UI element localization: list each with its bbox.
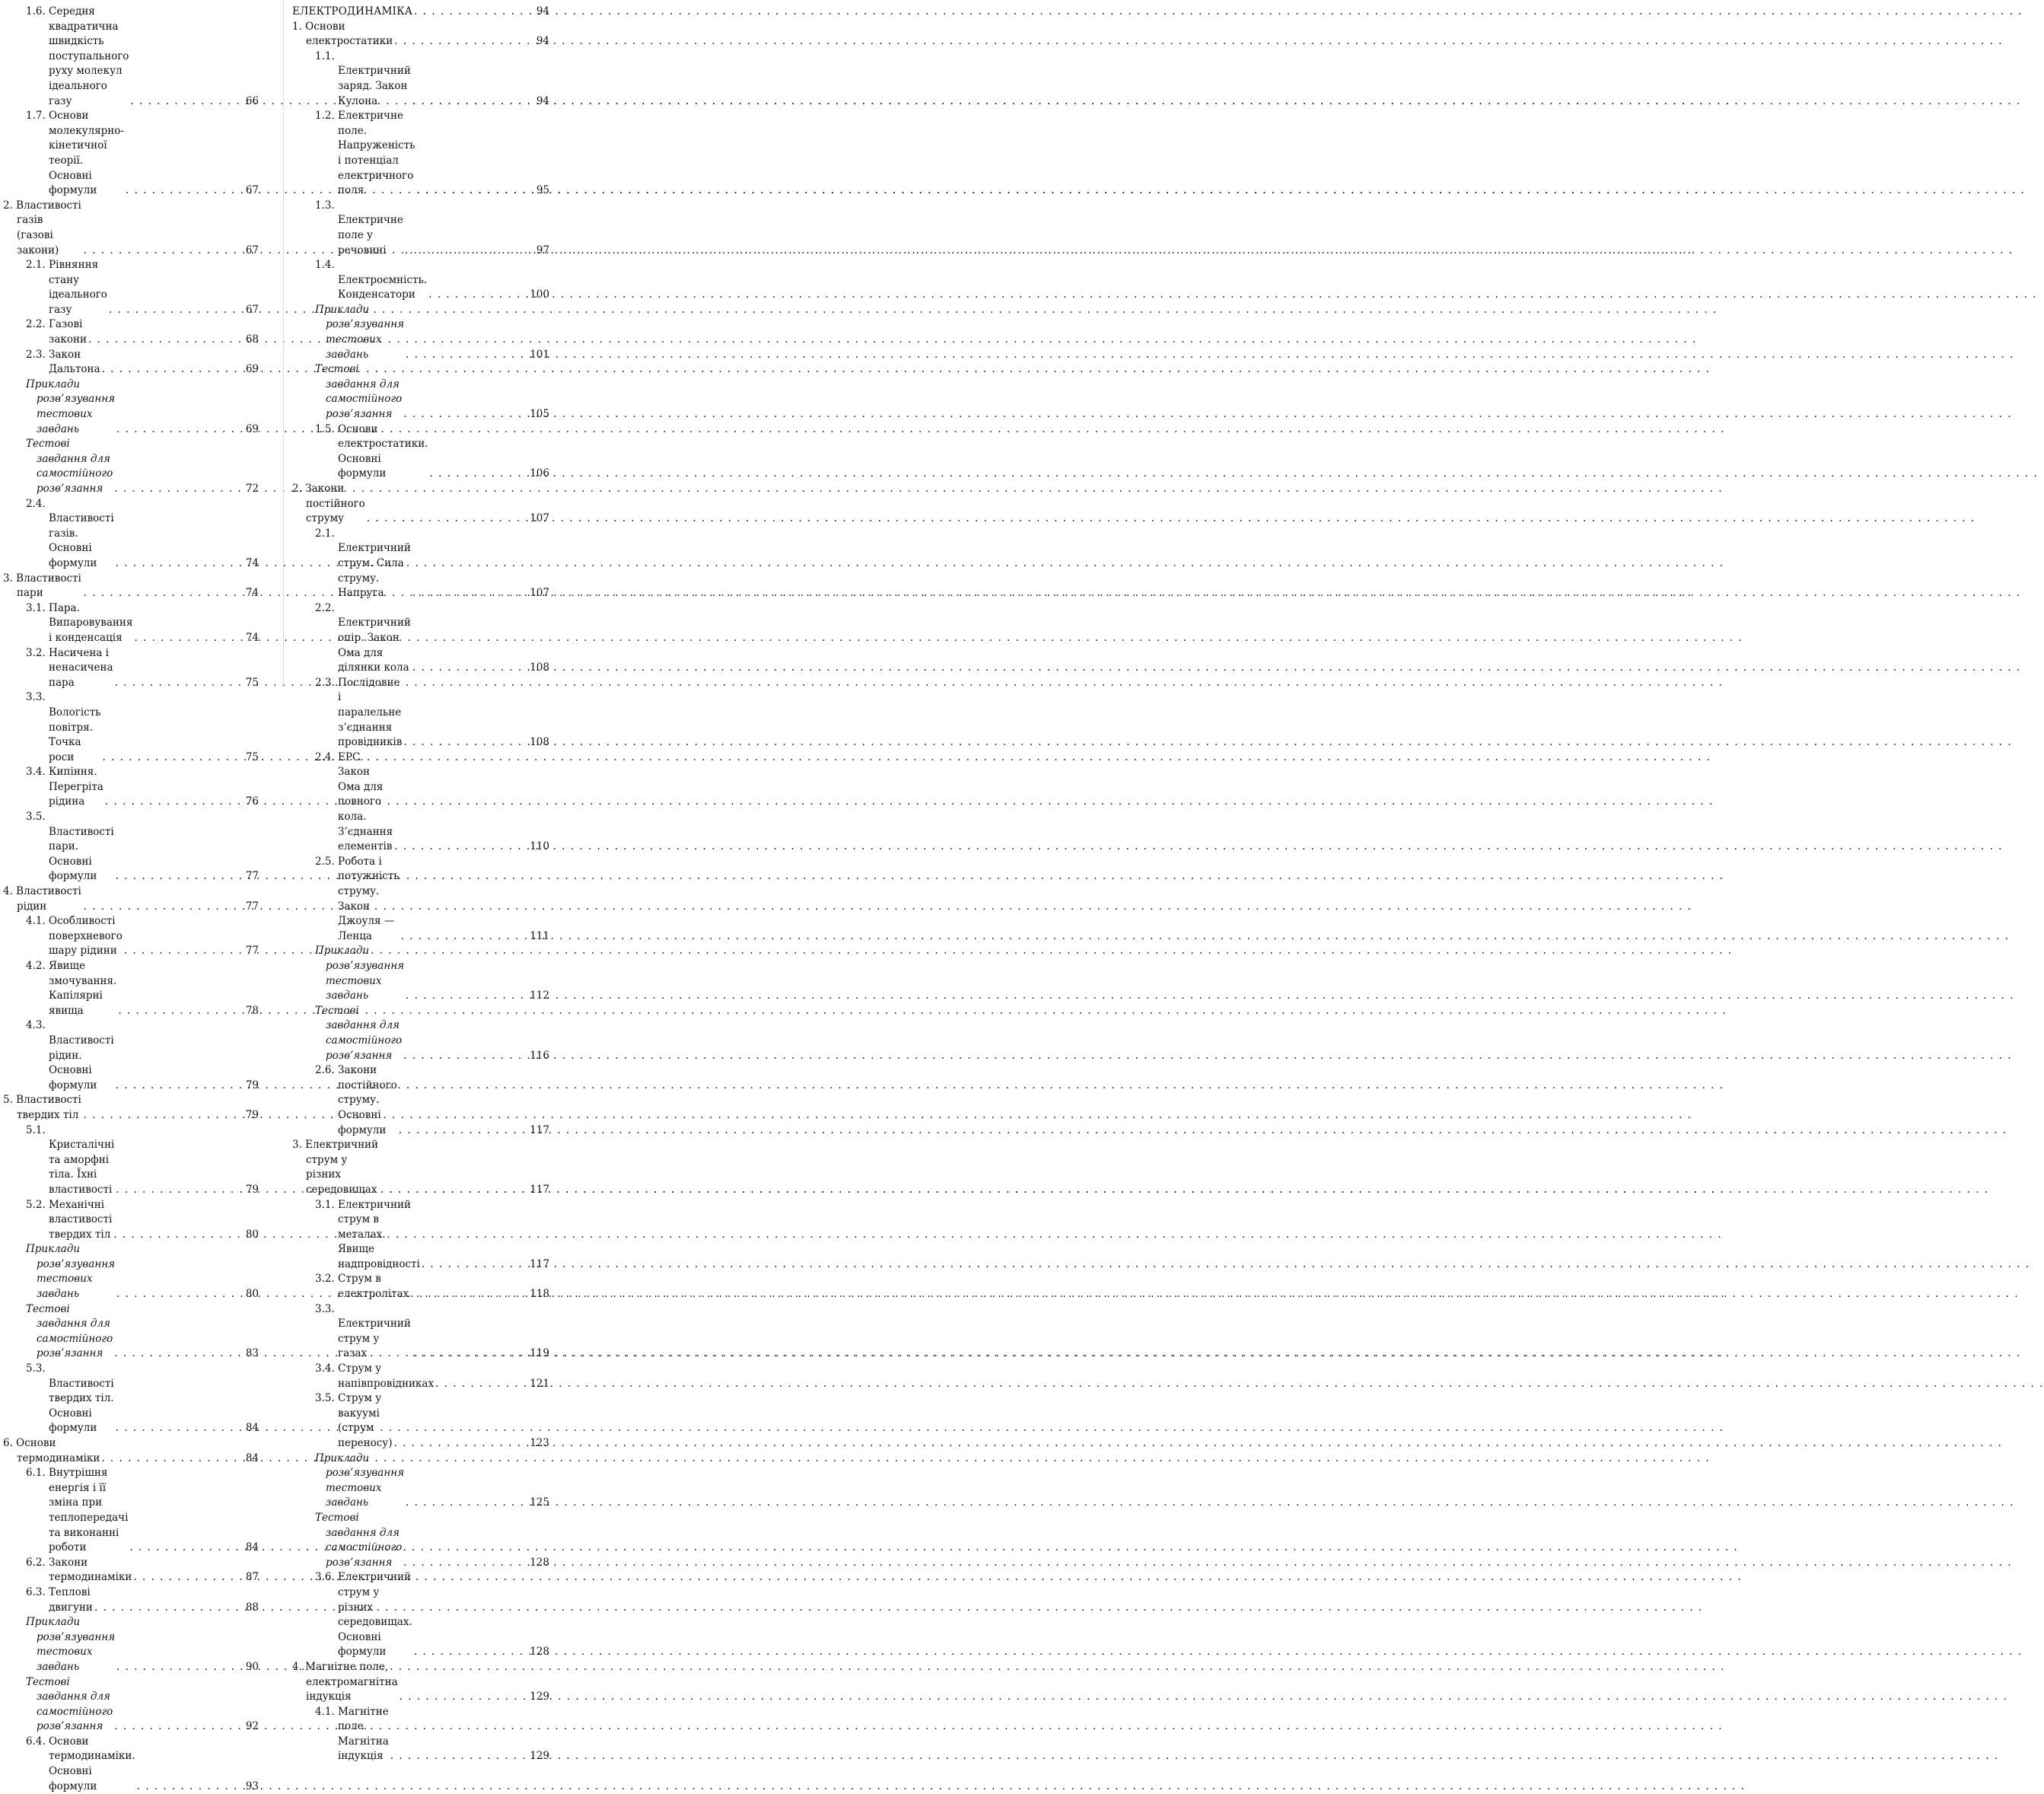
dot-leader bbox=[406, 348, 528, 363]
dot-leader bbox=[133, 1570, 244, 1585]
dot-leader bbox=[403, 735, 528, 750]
dot-leader bbox=[116, 1660, 244, 1675]
dot-leader bbox=[116, 422, 244, 438]
toc-entry-title: 3.5. Струм у вакуумі (струм переносу) bbox=[315, 1392, 393, 1449]
toc-entry bbox=[292, 1511, 549, 1570]
dot-leader bbox=[412, 661, 528, 676]
toc-page-number: 106 bbox=[530, 467, 549, 480]
toc-page-number: 87 bbox=[245, 1571, 259, 1584]
toc-page-number: 101 bbox=[530, 348, 549, 361]
toc-entry-title: 3.3. Електричний струм у газах bbox=[315, 1302, 411, 1360]
toc-entry-title: 2.2. Електричний опір. Закон Ома для ділянки кола bbox=[315, 601, 411, 674]
toc-page-number: 69 bbox=[245, 363, 259, 376]
dot-leader bbox=[422, 1257, 528, 1273]
toc-page-number: 90 bbox=[245, 1660, 259, 1673]
toc-entry-title: 2.1. Електричний струм. Сила струму. Напруга bbox=[315, 527, 411, 600]
toc-entry bbox=[292, 5, 549, 20]
dot-leader bbox=[116, 556, 244, 572]
toc-page-number: 84 bbox=[245, 1451, 259, 1464]
dot-leader bbox=[430, 467, 529, 482]
dot-leader bbox=[390, 1749, 528, 1764]
toc-page-number: 125 bbox=[530, 1496, 549, 1509]
dot-leader bbox=[84, 244, 244, 259]
toc-page-number: 77 bbox=[245, 900, 259, 913]
toc-page-number: 78 bbox=[245, 1004, 259, 1017]
toc-entry-title: 4. Властивості рідин bbox=[3, 885, 81, 913]
toc-entry-title: 2.1. Рівняння стану ідеального газу bbox=[26, 259, 107, 316]
dot-leader bbox=[403, 407, 528, 422]
toc-entry-title: Приклади розв’язування тестових завдань bbox=[26, 1243, 116, 1301]
toc-entry-title: 3.3. Вологість повітря. Точка роси bbox=[26, 691, 101, 763]
toc-entry bbox=[3, 1735, 259, 1794]
toc-entry bbox=[3, 765, 259, 810]
toc-page-number: 75 bbox=[245, 750, 259, 763]
toc-entry-title: 3.1. Пара. Випаровування і конденсація bbox=[26, 601, 133, 644]
toc-page bbox=[0, 0, 554, 1792]
toc-entry-title: 2.6. Закони постійного струму. Основні формули bbox=[315, 1064, 397, 1136]
toc-page-number: 92 bbox=[245, 1720, 259, 1733]
dot-leader bbox=[126, 183, 244, 199]
dot-leader bbox=[88, 333, 244, 348]
toc-entry bbox=[3, 572, 259, 601]
dot-leader bbox=[84, 900, 244, 915]
dot-leader bbox=[124, 944, 244, 959]
toc-entry bbox=[3, 1198, 259, 1243]
toc-entry-title: 1.1. Електричний заряд. Закон Кулона bbox=[315, 49, 411, 107]
toc-page-number: 69 bbox=[245, 422, 259, 435]
toc-entry-title: 1.3. Електричне поле у речовині bbox=[315, 199, 403, 257]
toc-page-number: 67 bbox=[245, 184, 259, 197]
toc-entry-title: Тестові завдання для самостійного розв’язання bbox=[26, 438, 113, 495]
toc-page-number: 119 bbox=[530, 1347, 549, 1360]
toc-entry-title: Тестові завдання для самостійного розв’язання bbox=[315, 1004, 403, 1062]
toc-entry-title: 4. Магнітне поле, електромагнітна індукція bbox=[292, 1660, 398, 1703]
toc-entry-title: Тестові завдання для самостійного розв’язання bbox=[315, 1511, 403, 1569]
toc-page-number: 72 bbox=[245, 483, 259, 495]
toc-entry bbox=[292, 1138, 549, 1197]
toc-entry-title: 5.3. Властивості твердих тіл. Основні формули bbox=[26, 1362, 114, 1435]
toc-entry-title: 1.7. Основи молекулярно-кінетичної теорії. Основні формули bbox=[26, 110, 124, 197]
toc-entry-title: 3. Властивості пари bbox=[3, 572, 81, 600]
toc-page-number: 74 bbox=[245, 556, 259, 569]
toc-entry bbox=[292, 676, 549, 750]
toc-page-number: 117 bbox=[530, 1123, 549, 1136]
toc-entry-title: 5.1. Кристалічні та аморфні тіла. Їхні властивості bbox=[26, 1123, 115, 1196]
dot-leader bbox=[401, 929, 529, 945]
toc-page-number: 128 bbox=[530, 1646, 549, 1659]
toc-entry bbox=[3, 1466, 259, 1556]
toc-entry bbox=[292, 1302, 549, 1362]
toc-entry bbox=[3, 317, 259, 347]
toc-page-number: 79 bbox=[245, 1079, 259, 1091]
toc-entry bbox=[292, 1004, 549, 1063]
dot-leader bbox=[116, 1079, 244, 1094]
dot-leader bbox=[103, 750, 244, 766]
toc-entry bbox=[292, 1063, 549, 1138]
toc-entry bbox=[3, 1018, 259, 1093]
toc-page-number: 111 bbox=[530, 929, 549, 942]
dot-leader bbox=[414, 1645, 528, 1660]
toc-page-number: 88 bbox=[245, 1601, 259, 1614]
toc-entry-title: 1.2. Електричне поле. Напруженість і потенціал електричного поля bbox=[315, 110, 415, 197]
toc-page-number: 79 bbox=[245, 1108, 259, 1121]
toc-page-number: 94 bbox=[536, 5, 549, 18]
toc-page-number: 66 bbox=[245, 94, 259, 107]
toc-entry bbox=[292, 1272, 549, 1302]
dot-leader bbox=[412, 586, 528, 601]
toc-entry bbox=[292, 855, 549, 945]
toc-page-number: 94 bbox=[536, 94, 549, 107]
dot-leader bbox=[113, 1228, 244, 1243]
toc-page-number: 74 bbox=[245, 631, 259, 644]
toc-entry-title: 5. Властивості твердих тіл bbox=[3, 1094, 81, 1121]
toc-entry bbox=[3, 258, 259, 317]
dot-leader bbox=[102, 362, 244, 378]
toc-entry-title: 2. Властивості газів (газові закони) bbox=[3, 199, 81, 257]
dot-leader bbox=[405, 244, 535, 259]
dot-leader bbox=[414, 5, 535, 20]
toc-page-number: 97 bbox=[536, 244, 549, 257]
toc-page-number: 93 bbox=[245, 1780, 259, 1792]
dot-leader bbox=[428, 288, 528, 303]
toc-page-number: 116 bbox=[530, 1049, 549, 1062]
toc-page-number: 94 bbox=[536, 35, 549, 48]
dot-leader bbox=[417, 183, 535, 199]
toc-entry bbox=[292, 1198, 549, 1273]
toc-entry-title: 1.5. Основи електростатики. Основні формули bbox=[315, 422, 428, 480]
toc-entry-title: 3.1. Електричний струм в металах. Явище надпровідності bbox=[315, 1198, 420, 1270]
toc-entry bbox=[292, 1451, 549, 1511]
dot-leader bbox=[137, 1780, 244, 1794]
dot-leader bbox=[399, 1123, 528, 1139]
dot-leader bbox=[115, 676, 244, 691]
toc-page-number: 105 bbox=[530, 408, 549, 421]
toc-left-column bbox=[3, 5, 259, 1794]
dot-leader bbox=[94, 1601, 244, 1616]
toc-entry bbox=[3, 437, 259, 496]
toc-entry bbox=[292, 1391, 549, 1451]
toc-entry-title: 4.2. Явище змочування. Капілярні явища bbox=[26, 960, 117, 1017]
toc-entry-title: 3.2. Насичена і ненасичена пара bbox=[26, 646, 113, 689]
dot-leader bbox=[403, 1049, 528, 1064]
toc-entry-title: Приклади розв’язування тестових завдань bbox=[315, 303, 405, 361]
toc-entry bbox=[3, 1436, 259, 1466]
toc-page-number: 77 bbox=[245, 945, 259, 958]
toc-entry bbox=[3, 5, 259, 109]
dot-leader bbox=[380, 1183, 528, 1198]
toc-entry bbox=[292, 1705, 549, 1764]
toc-entry-title: 3.4. Струм у напівпровідниках bbox=[315, 1362, 435, 1390]
dot-leader bbox=[394, 840, 528, 855]
dot-leader bbox=[116, 1183, 244, 1198]
toc-page-number: 107 bbox=[530, 512, 549, 525]
dot-leader bbox=[118, 1004, 244, 1019]
toc-entry bbox=[3, 1093, 259, 1123]
toc-entry bbox=[3, 1585, 259, 1615]
toc-entry-title: 2.5. Робота і потужність струму. Закон Джоуля — Ленца bbox=[315, 855, 400, 942]
toc-entry-title: Приклади розв’язування тестових завдань bbox=[315, 945, 405, 1002]
toc-page-number: 77 bbox=[245, 870, 259, 883]
toc-entry bbox=[3, 378, 259, 437]
toc-entry bbox=[3, 646, 259, 691]
toc-entry-title: 6. Основи термодинаміки bbox=[3, 1437, 100, 1464]
toc-entry bbox=[292, 482, 549, 527]
toc-page-number: 79 bbox=[245, 1183, 259, 1196]
toc-entry bbox=[292, 422, 549, 482]
toc-page-number: 117 bbox=[530, 1257, 549, 1270]
dot-leader bbox=[406, 1496, 528, 1511]
toc-entry-title: 2.3. Послідовне і паралельне з’єднання провідників bbox=[315, 676, 403, 749]
toc-page-number: 112 bbox=[530, 989, 549, 1002]
toc-entry-title: 1.6. Середня квадратична швидкість поступального руху молекул ідеального газу bbox=[26, 5, 129, 107]
dot-leader bbox=[406, 989, 528, 1004]
toc-entry bbox=[292, 303, 549, 362]
toc-entry-title: Приклади розв’язування тестових завдань bbox=[26, 1616, 116, 1673]
toc-page-number: 67 bbox=[245, 303, 259, 316]
toc-page-number: 76 bbox=[245, 795, 259, 808]
toc-entry-title: Тестові завдання для самостійного розв’язання bbox=[26, 1675, 113, 1733]
toc-entry bbox=[292, 1570, 549, 1660]
dot-leader bbox=[116, 1421, 244, 1436]
dot-leader bbox=[129, 1541, 244, 1556]
toc-entry bbox=[3, 1302, 259, 1362]
toc-entry bbox=[3, 914, 259, 959]
toc-page-number: 84 bbox=[245, 1422, 259, 1435]
dot-leader bbox=[403, 1556, 528, 1571]
toc-page-number: 67 bbox=[245, 244, 259, 257]
dot-leader bbox=[114, 482, 244, 497]
toc-entry-title: 2.4. ЕРС. Закон Ома для повного кола. З’єднання елементів bbox=[315, 750, 393, 853]
dot-leader bbox=[105, 795, 244, 810]
toc-entry-title: 2. Закони постійного струму bbox=[292, 483, 365, 525]
dot-leader bbox=[367, 511, 528, 527]
toc-entry bbox=[3, 109, 259, 199]
toc-page-number: 128 bbox=[530, 1556, 549, 1569]
toc-entry bbox=[292, 49, 549, 109]
toc-page-number: 117 bbox=[530, 1183, 549, 1196]
toc-entry bbox=[3, 497, 259, 572]
toc-entry-title: Тестові завдання для самостійного розв’язання bbox=[26, 1302, 113, 1360]
toc-entry bbox=[292, 527, 549, 601]
toc-page-number: 107 bbox=[530, 587, 549, 600]
toc-entry-title: 2.3. Закон Дальтона bbox=[26, 348, 100, 376]
toc-entry-title: 3.2. Струм в електролітах bbox=[315, 1273, 409, 1301]
toc-entry-title: 3. Електричний струм у різних середовищах bbox=[292, 1139, 379, 1196]
toc-entry bbox=[292, 20, 549, 49]
toc-page-number: 129 bbox=[530, 1690, 549, 1703]
toc-entry-title: 6.3. Теплові двигуни bbox=[26, 1585, 93, 1614]
toc-entry-title: ЕЛЕКТРОДИНАМІКА bbox=[292, 5, 413, 18]
toc-entry bbox=[3, 884, 259, 914]
toc-entry bbox=[3, 810, 259, 884]
toc-entry-title: 3.5. Властивості пари. Основні формули bbox=[26, 811, 114, 883]
toc-page-number: 108 bbox=[530, 661, 549, 674]
dot-leader bbox=[84, 586, 244, 601]
toc-page-number: 74 bbox=[245, 587, 259, 600]
toc-page-number: 84 bbox=[245, 1541, 259, 1554]
dot-leader bbox=[410, 1287, 528, 1302]
toc-entry bbox=[292, 750, 549, 855]
dot-leader bbox=[134, 631, 244, 646]
toc-entry-title: 6.2. Закони термодинаміки bbox=[26, 1556, 132, 1584]
toc-entry bbox=[3, 1556, 259, 1585]
toc-entry bbox=[3, 348, 259, 378]
toc-page-number: 121 bbox=[530, 1377, 549, 1390]
toc-entry-title: Приклади розв’язування тестових завдань bbox=[315, 1451, 405, 1509]
toc-entry-title: 4.3. Властивості рідин. Основні формули bbox=[26, 1019, 114, 1091]
dot-leader bbox=[412, 94, 535, 110]
dot-leader bbox=[116, 869, 244, 884]
toc-entry-title: 6.4. Основи термодинаміки. Основні формули bbox=[26, 1735, 135, 1792]
dot-leader bbox=[116, 1287, 244, 1302]
dot-leader bbox=[435, 1377, 528, 1392]
toc-entry-title: 3.4. Кипіння. Перегріта рідина bbox=[26, 766, 103, 808]
toc-page-number: 83 bbox=[245, 1347, 259, 1360]
toc-entry bbox=[292, 362, 549, 422]
toc-entry-title: 2.4. Властивості газів. Основні формули bbox=[26, 497, 114, 569]
toc-entry-title: Приклади розв’язування тестових завдань bbox=[26, 378, 116, 435]
toc-entry-title: 3.6. Електричний струм у різних середовищах. Основні формули bbox=[315, 1571, 412, 1659]
toc-page-number: 110 bbox=[530, 840, 549, 853]
toc-entry bbox=[292, 109, 549, 199]
toc-entry bbox=[292, 1660, 549, 1705]
toc-entry bbox=[3, 1123, 259, 1198]
dot-leader bbox=[394, 34, 535, 49]
toc-entry-title: Тестові завдання для самостійного розв’язання bbox=[315, 363, 403, 421]
dot-leader bbox=[84, 1108, 244, 1123]
toc-entry-title: 1.4. Електроємність. Конденсатори bbox=[315, 259, 428, 301]
dot-leader bbox=[394, 1436, 529, 1451]
toc-entry bbox=[3, 1242, 259, 1302]
dot-leader bbox=[412, 1346, 528, 1362]
toc-page-number: 80 bbox=[245, 1228, 259, 1241]
dot-leader bbox=[400, 1690, 529, 1705]
toc-page-number: 100 bbox=[530, 288, 549, 301]
dot-leader bbox=[101, 1451, 244, 1467]
toc-entry-title: 4.1. Особливості поверхневого шару рідини bbox=[26, 915, 123, 958]
toc-page-number: 118 bbox=[530, 1288, 549, 1301]
toc-entry-title: 2.2. Газові закони bbox=[26, 318, 87, 346]
toc-entry-title: 4.1. Магнітне поле. Магнітна індукція bbox=[315, 1705, 389, 1763]
toc-entry-title: 6.1. Внутрішня енергія і її зміна при теплопередачі та виконанні роботи bbox=[26, 1467, 129, 1554]
toc-entry bbox=[3, 690, 259, 765]
toc-entry bbox=[3, 199, 259, 258]
toc-entry-title: 5.2. Механічні властивості твердих тіл bbox=[26, 1198, 113, 1241]
toc-page-number: 129 bbox=[530, 1750, 549, 1763]
toc-entry bbox=[292, 1362, 549, 1391]
toc-page-number: 123 bbox=[530, 1437, 549, 1449]
dot-leader bbox=[130, 94, 244, 110]
toc-entry bbox=[3, 601, 259, 646]
toc-entry bbox=[3, 1615, 259, 1675]
toc-page-number: 68 bbox=[245, 333, 259, 346]
toc-entry bbox=[292, 944, 549, 1003]
column-divider bbox=[283, 0, 284, 685]
dot-leader bbox=[109, 303, 244, 318]
toc-page-number: 75 bbox=[245, 676, 259, 689]
toc-entry bbox=[3, 1675, 259, 1735]
toc-entry bbox=[3, 1362, 259, 1436]
toc-entry bbox=[292, 199, 549, 258]
dot-leader bbox=[114, 1346, 244, 1362]
toc-page-number: 80 bbox=[245, 1288, 259, 1301]
toc-entry-title: 1. Основи електростатики bbox=[292, 20, 393, 48]
toc-entry bbox=[292, 258, 549, 303]
toc-right-column bbox=[292, 5, 549, 1764]
toc-entry bbox=[292, 601, 549, 676]
dot-leader bbox=[114, 1719, 244, 1735]
toc-page-number: 108 bbox=[530, 736, 549, 749]
toc-entry bbox=[3, 959, 259, 1018]
toc-page-number: 95 bbox=[536, 184, 549, 197]
